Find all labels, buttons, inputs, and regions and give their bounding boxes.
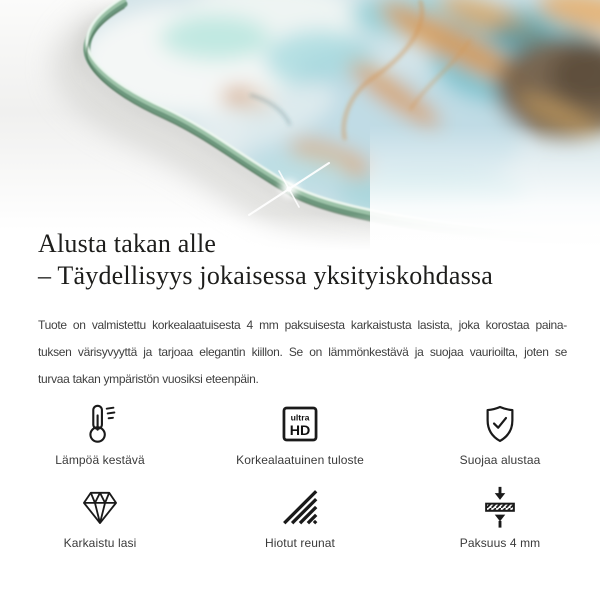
- svg-text:HD: HD: [289, 423, 311, 439]
- feature-tempered-glass: [0, 481, 200, 550]
- thickness-icon: [477, 481, 523, 533]
- thermometer-icon: [77, 398, 123, 450]
- product-photo: [0, 0, 600, 250]
- feature-label: Karkaistu lasi: [63, 536, 137, 550]
- feature-label: Paksuus 4 mm: [459, 536, 541, 550]
- feature-label: Korkealaatuinen tuloste: [236, 453, 364, 467]
- feature-thickness: [400, 481, 600, 550]
- svg-text:ultra: ultra: [290, 412, 310, 423]
- page-title-line2: – Täydellisyys jokaisessa yksityiskohdassa: [38, 261, 493, 290]
- shield-check-icon: [478, 398, 522, 450]
- feature-heat-resistant: [0, 398, 200, 467]
- page-title: [38, 228, 493, 292]
- description-line: tuksen värisyvyyttä ja tarjoaa elegantin kiillon. Se on lämmönkestävä ja suojaa vaurioilta, joten se: [38, 345, 567, 359]
- polished-edges-icon: [279, 481, 321, 533]
- page-title-line1: Alusta takan alle: [38, 229, 217, 258]
- feature-print-quality: [200, 398, 400, 467]
- description-line: Tuote on valmistettu korkealaatuisesta 4 mm paksuisesta karkaistusta lasista, joka korostaa paina-: [38, 318, 567, 332]
- product-description: [38, 312, 567, 393]
- diamond-icon: [78, 481, 122, 533]
- ultra-hd-icon: [278, 398, 322, 450]
- feature-protects-base: [400, 398, 600, 467]
- description-line: turvaa takan ympäristön vuosiksi eteenpäin.: [38, 372, 259, 386]
- feature-polished-edges: [200, 481, 400, 550]
- feature-grid: [0, 398, 600, 550]
- feature-label: Lämpöä kestävä: [55, 453, 145, 467]
- feature-label: Hiotut reunat: [264, 536, 335, 550]
- feature-label: Suojaa alustaa: [459, 453, 541, 467]
